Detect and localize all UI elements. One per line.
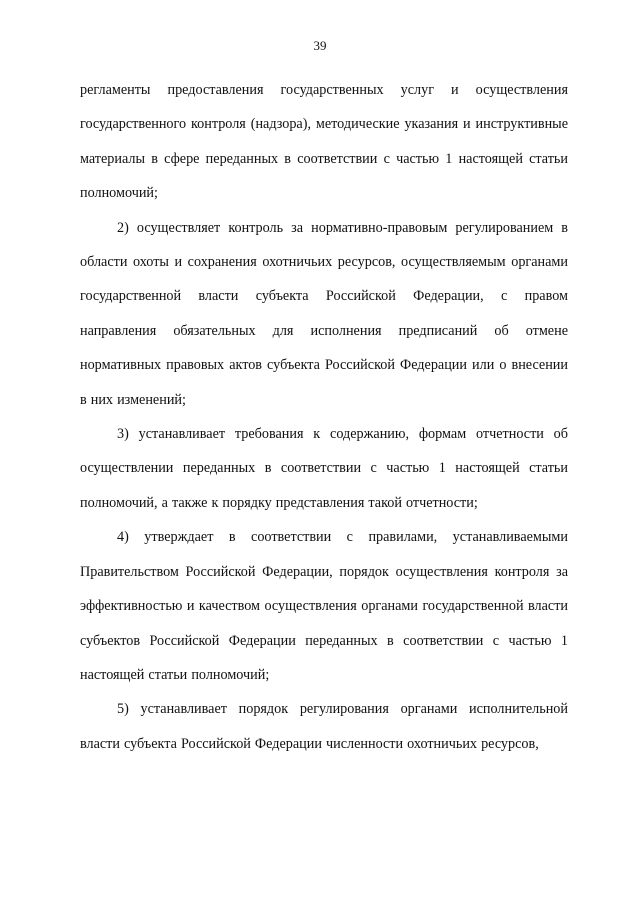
paragraph-item-3: 3) устанавливает требования к содержанию, формам отчетности об осуществлении переданных в соответствии с частью 1 настоящей статьи полномочий, а также к порядку представления такой отчетности;: [80, 426, 568, 511]
paragraph-item-4: 4) утверждает в соответствии с правилами, устанавливаемыми Правительством Российской Федерации, порядок осуществления контроля за эффективностью и качеством осуществления органами государственной власти субъектов Российской Федерации переданных в соответствии с частью 1 настоящей статьи полномочий;: [80, 529, 568, 683]
paragraph-item-2: 2) осуществляет контроль за нормативно-правовым регулированием в области охоты и сохранения охотничьих ресурсов, осуществляемым органами государственной власти субъекта Российской Федерации, с правом направления обязательных для исполнения предписаний об отмене нормативных правовых актов субъекта Российской Федерации или о внесении в них изменений;: [80, 219, 568, 408]
paragraph-item-5: 5) устанавливает порядок регулирования органами исполнительной власти субъекта Российской Федерации численности охотничьих ресурсов,: [80, 701, 568, 752]
paragraph-continuation: регламенты предоставления государственных услуг и осуществления государственного контроля (надзора), методические указания и инструктивные материалы в сфере переданных в соответствии с частью 1 настоящей статьи полномочий;: [80, 82, 568, 202]
document-body: [80, 73, 568, 761]
page-number: 39: [313, 38, 327, 53]
